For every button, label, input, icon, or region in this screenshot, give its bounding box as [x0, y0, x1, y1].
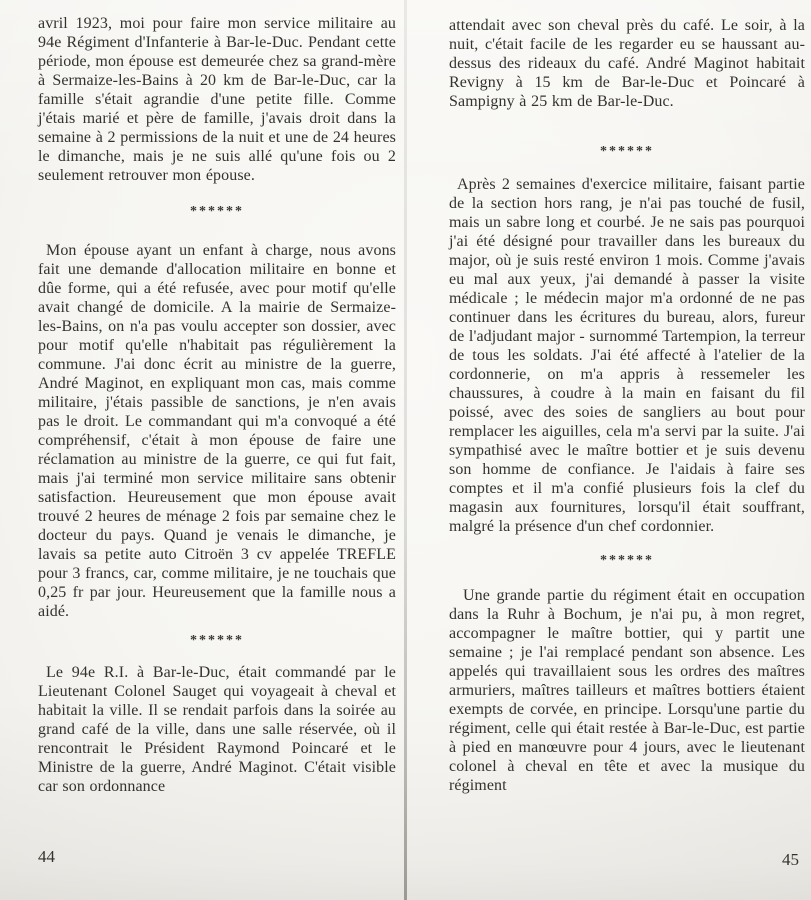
- asterisk-separator: ******: [190, 633, 244, 648]
- paragraph: Le 94e R.I. à Bar-le-Duc, était commandé par le Lieutenant Colonel Sauget qui voyageait à cheval et habitait la ville. Il se rendait parfois dans la soirée au grand café de la ville, dans une salle réservée, où il rencontrait le Président Raymond Poincaré et le Ministre de la guerre, André Maginot. C'était visible car son ordonnance: [38, 664, 396, 795]
- paragraph: Une grande partie du régiment était en occupation dans la Ruhr à Bochum, je n'ai pu, à mon regret, accompagner le maître bottier, qui y partit une semaine ; je l'ai remplacé pendant son absence. Les appelés qui travaillaient sous les ordres des maîtres armuriers, maîtres tailleurs et maîtres bottiers étaient exempts de corvée, en principe. Lorsqu'une partie du régiment, celle qui était restée à Bar-le-Duc, est partie à pied en manœuvre pour 4 jours, avec le lieutenant colonel à cheval en tête et avec la musique du régiment: [449, 587, 805, 794]
- asterisk-separator: ******: [190, 204, 244, 219]
- page-number-right: 45: [782, 850, 799, 869]
- book-page-left: [38, 14, 396, 796]
- asterisk-separator: ******: [600, 553, 654, 568]
- book-page-right: [449, 16, 805, 795]
- paragraph: avril 1923, moi pour faire mon service militaire au 94e Régiment d'Infanterie à Bar-le-Duc. Pendant cette période, mon épouse est demeurée chez sa grand-mère à Sermaize-les-Bains à 20 km de Bar-le-Duc, car la famille s'était agrandie d'une petite fille. Comme j'étais marié et père de famille, j'avais droit dans la semaine à 2 permissions de la nuit et une de 24 heures le dimanche, mais je ne suis allé qu'une fois ou 2 seulement retrouver mon épouse.: [38, 15, 396, 184]
- asterisk-separator: ******: [600, 144, 654, 159]
- page-number-left: 44: [38, 847, 55, 866]
- paragraph: attendait avec son cheval près du café. Le soir, à la nuit, c'était facile de les regarder eu se haussant au-dessus des rideaux du café. André Maginot habitait Revigny à 15 km de Bar-le-Duc et Poincaré à Sampigny à 25 km de Bar-le-Duc.: [449, 17, 805, 110]
- page-gutter-line: [404, 0, 407, 900]
- paragraph: Après 2 semaines d'exercice militaire, faisant partie de la section hors rang, je n'ai pas touché de fusil, mais un sabre long et courbé. Je ne sais pas pourquoi j'ai été désigné pour travailler dans les bureaux du major, où je suis resté environ 1 mois. Comme j'avais eu mal aux yeux, j'ai demandé à passer la visite médicale ; le médecin major m'a ordonné de ne pas continuer dans les écritures du bureau, alors, fureur de l'adjudant major - surnommé Tartempion, la terreur de tous les soldats. J'ai été affecté à l'atelier de la cordonnerie, on m'a appris à ressemeler les chaussures, à coudre à la main en faisant du fil poissé, avec des soies de sangliers au bout pour remplacer les aiguilles, cela m'a servi par la suite. J'ai sympathisé avec le maître bottier et je suis devenu son homme de confiance. Je l'aidais à faire ses comptes et il m'a confié plusieurs fois la clef du magasin aux fournitures, lorsqu'il était souffrant, malgré la présence d'un chef cordonnier.: [449, 176, 805, 535]
- paragraph: Mon épouse ayant un enfant à charge, nous avons fait une demande d'allocation militaire en bonne et dûe forme, qui a été refusée, avec pour motif qu'elle avait changé de domicile. A la mairie de Sermaize-les-Bains, on n'a pas voulu accepter son dossier, avec pour motif qu'elle n'habitait pas régulièrement la commune. J'ai donc écrit au ministre de la guerre, André Maginot, en expliquant mon cas, mais comme militaire, j'étais passible de sanctions, je n'en avais pas le droit. Le commandant qui m'a convoqué a été compréhensif, c'était à mon épouse de faire une réclamation au ministre de la guerre, ce qui fut fait, mais j'ai terminé mon service militaire sans obtenir satisfaction. Heureusement que mon épouse avait trouvé 2 heures de ménage 2 fois par semaine chez le docteur du pays. Quand je venais le dimanche, je lavais sa petite auto Citroën 3 cv appelée TREFLE pour 3 francs, car, comme militaire, je ne touchais que 0,25 fr par jour. Heureusement que la famille nous a aidé.: [38, 242, 396, 620]
